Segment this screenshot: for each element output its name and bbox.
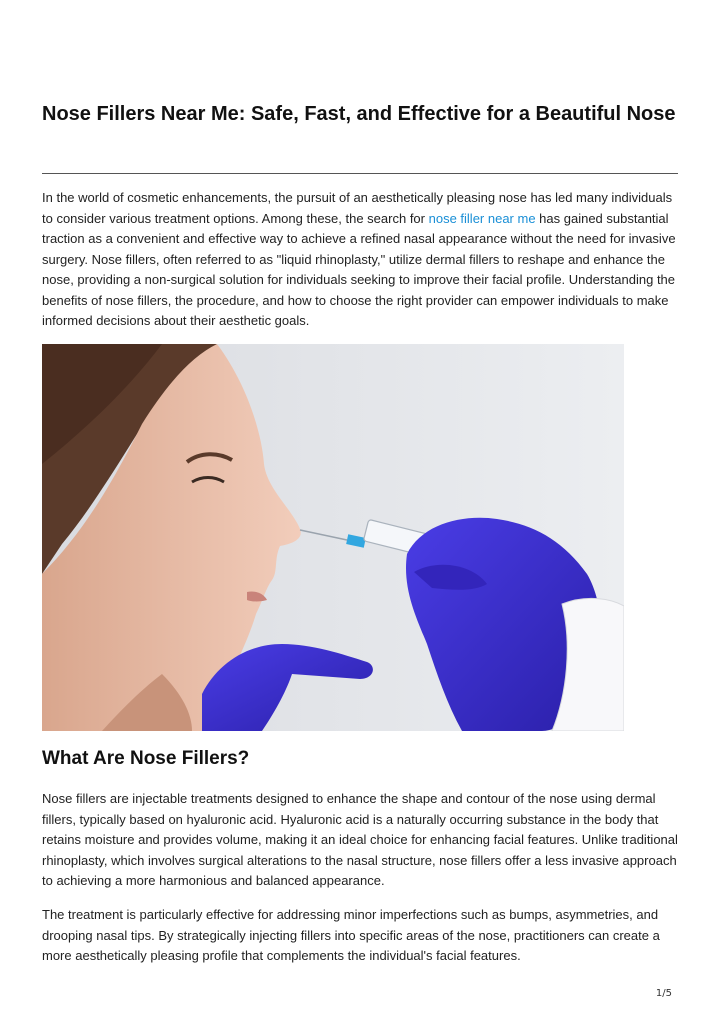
page-title: Nose Fillers Near Me: Safe, Fast, and Effective for a Beautiful Nose — [42, 103, 676, 125]
section-paragraph-2: The treatment is particularly effective for addressing minor imperfections such as bumps, asymmetries, and drooping nasal tips. By strategically injecting fillers into specific areas of the nose, practitioners can create a more aesthetically pleasing profile that complements the individual's facial features. — [42, 907, 660, 963]
nose-filler-link[interactable]: nose filler near me — [428, 210, 536, 226]
intro-paragraph — [42, 188, 678, 332]
section-heading: What Are Nose Fillers? — [42, 748, 250, 769]
section-paragraph-1: Nose fillers are injectable treatments designed to enhance the shape and contour of the nose using dermal fillers, typically based on hyaluronic acid. Hyaluronic acid is a naturally occurring substance in the body that retains moisture and provides volume, making it an ideal choice for enhancing facial features. Unlike traditional rhinoplasty, which involves surgical alterations to the nasal structure, nose fillers offer a less invasive approach to achieving a more harmonious and balanced appearance. — [42, 791, 678, 888]
title-divider — [42, 173, 678, 174]
page-number: 1/5 — [655, 988, 672, 999]
intro-text-after-link: has gained substantial traction as a convenient and effective way to achieve a refined nasal appearance without the need for invasive surgery. Nose fillers, often referred to as "liquid rhinoplasty," utilize dermal fillers to reshape and enhance the nose, providing a non-surgical solution for individuals seeking to improve their facial profile. Understanding the benefits of nose fillers, the procedure, and how to choose the right provider can empower individuals to make informed decisions about their aesthetic goals. — [42, 210, 676, 328]
hero-image — [42, 344, 624, 731]
nose-injection-photo — [42, 344, 624, 731]
intro-text-before-link: In the world of cosmetic enhancements, the pursuit of an aesthetically pleasing nose has led many individuals to consider various treatment options. Among these, the search for — [42, 190, 673, 226]
